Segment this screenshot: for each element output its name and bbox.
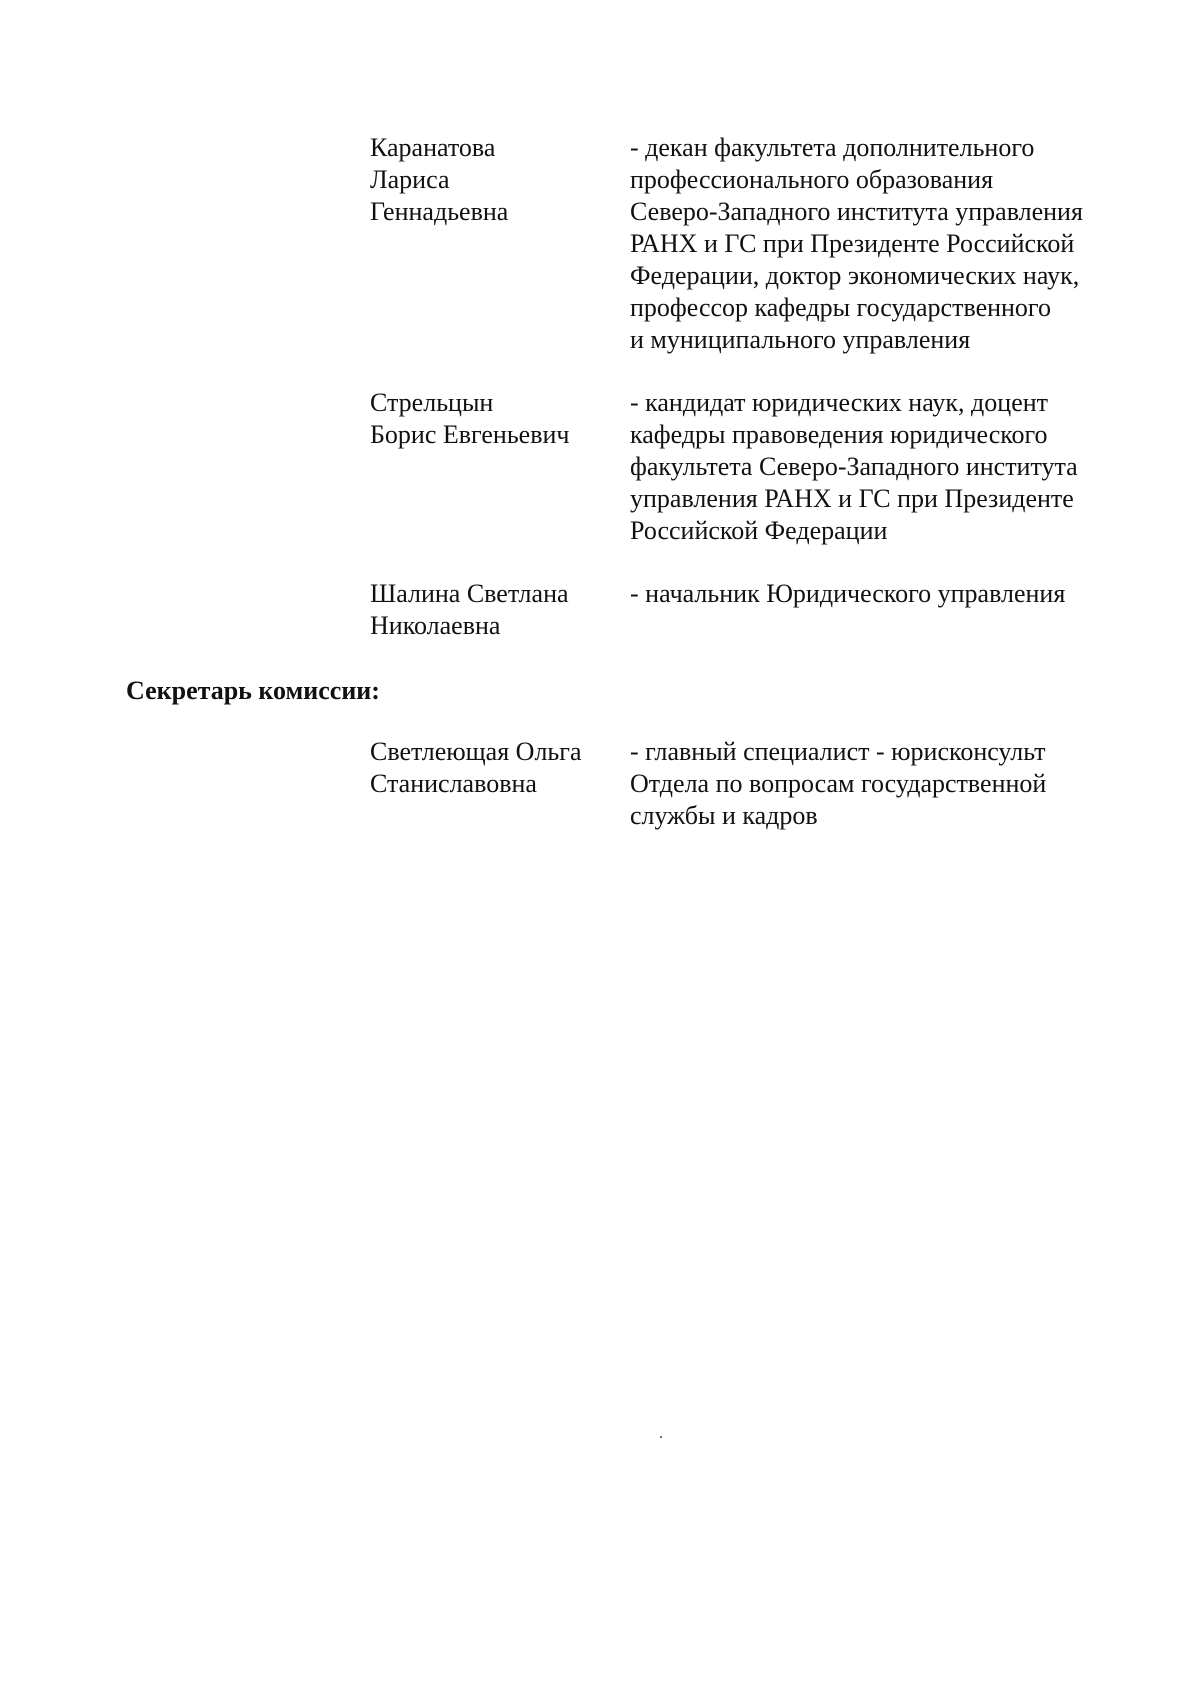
member-name: Каранатова Лариса Геннадьевна bbox=[370, 133, 509, 226]
secretary-name: Светлеющая Ольга Станиславовна bbox=[370, 737, 582, 798]
secretary-role: - главный специалист - юрисконсульт Отдела по вопросам государственной службы и кадров bbox=[630, 737, 1047, 830]
member-name: Шалина Светлана Николаевна bbox=[370, 579, 569, 640]
member-role: - начальник Юридического управления bbox=[630, 579, 1066, 608]
commission-member-entry bbox=[370, 132, 1150, 356]
commission-member-entry bbox=[370, 387, 1150, 547]
scan-speck bbox=[660, 1436, 662, 1438]
commission-member-entry bbox=[370, 578, 1150, 642]
member-role: - кандидат юридических наук, доцент кафедры правоведения юридического факультета Северо-Западного института управления РАНХ и ГС при Президенте Российской Федерации bbox=[630, 388, 1078, 545]
secretary-heading: Секретарь комиссии: bbox=[126, 676, 380, 705]
member-name: Стрельцын Борис Евгеньевич bbox=[370, 388, 570, 449]
secretary-entry bbox=[370, 736, 1150, 832]
member-role: - декан факультета дополнительного профессионального образования Северо-Западного института управления РАНХ и ГС при Президенте Российской Федерации, доктор экономических наук, профессор кафедры государственного и муниципального управления bbox=[630, 133, 1083, 354]
